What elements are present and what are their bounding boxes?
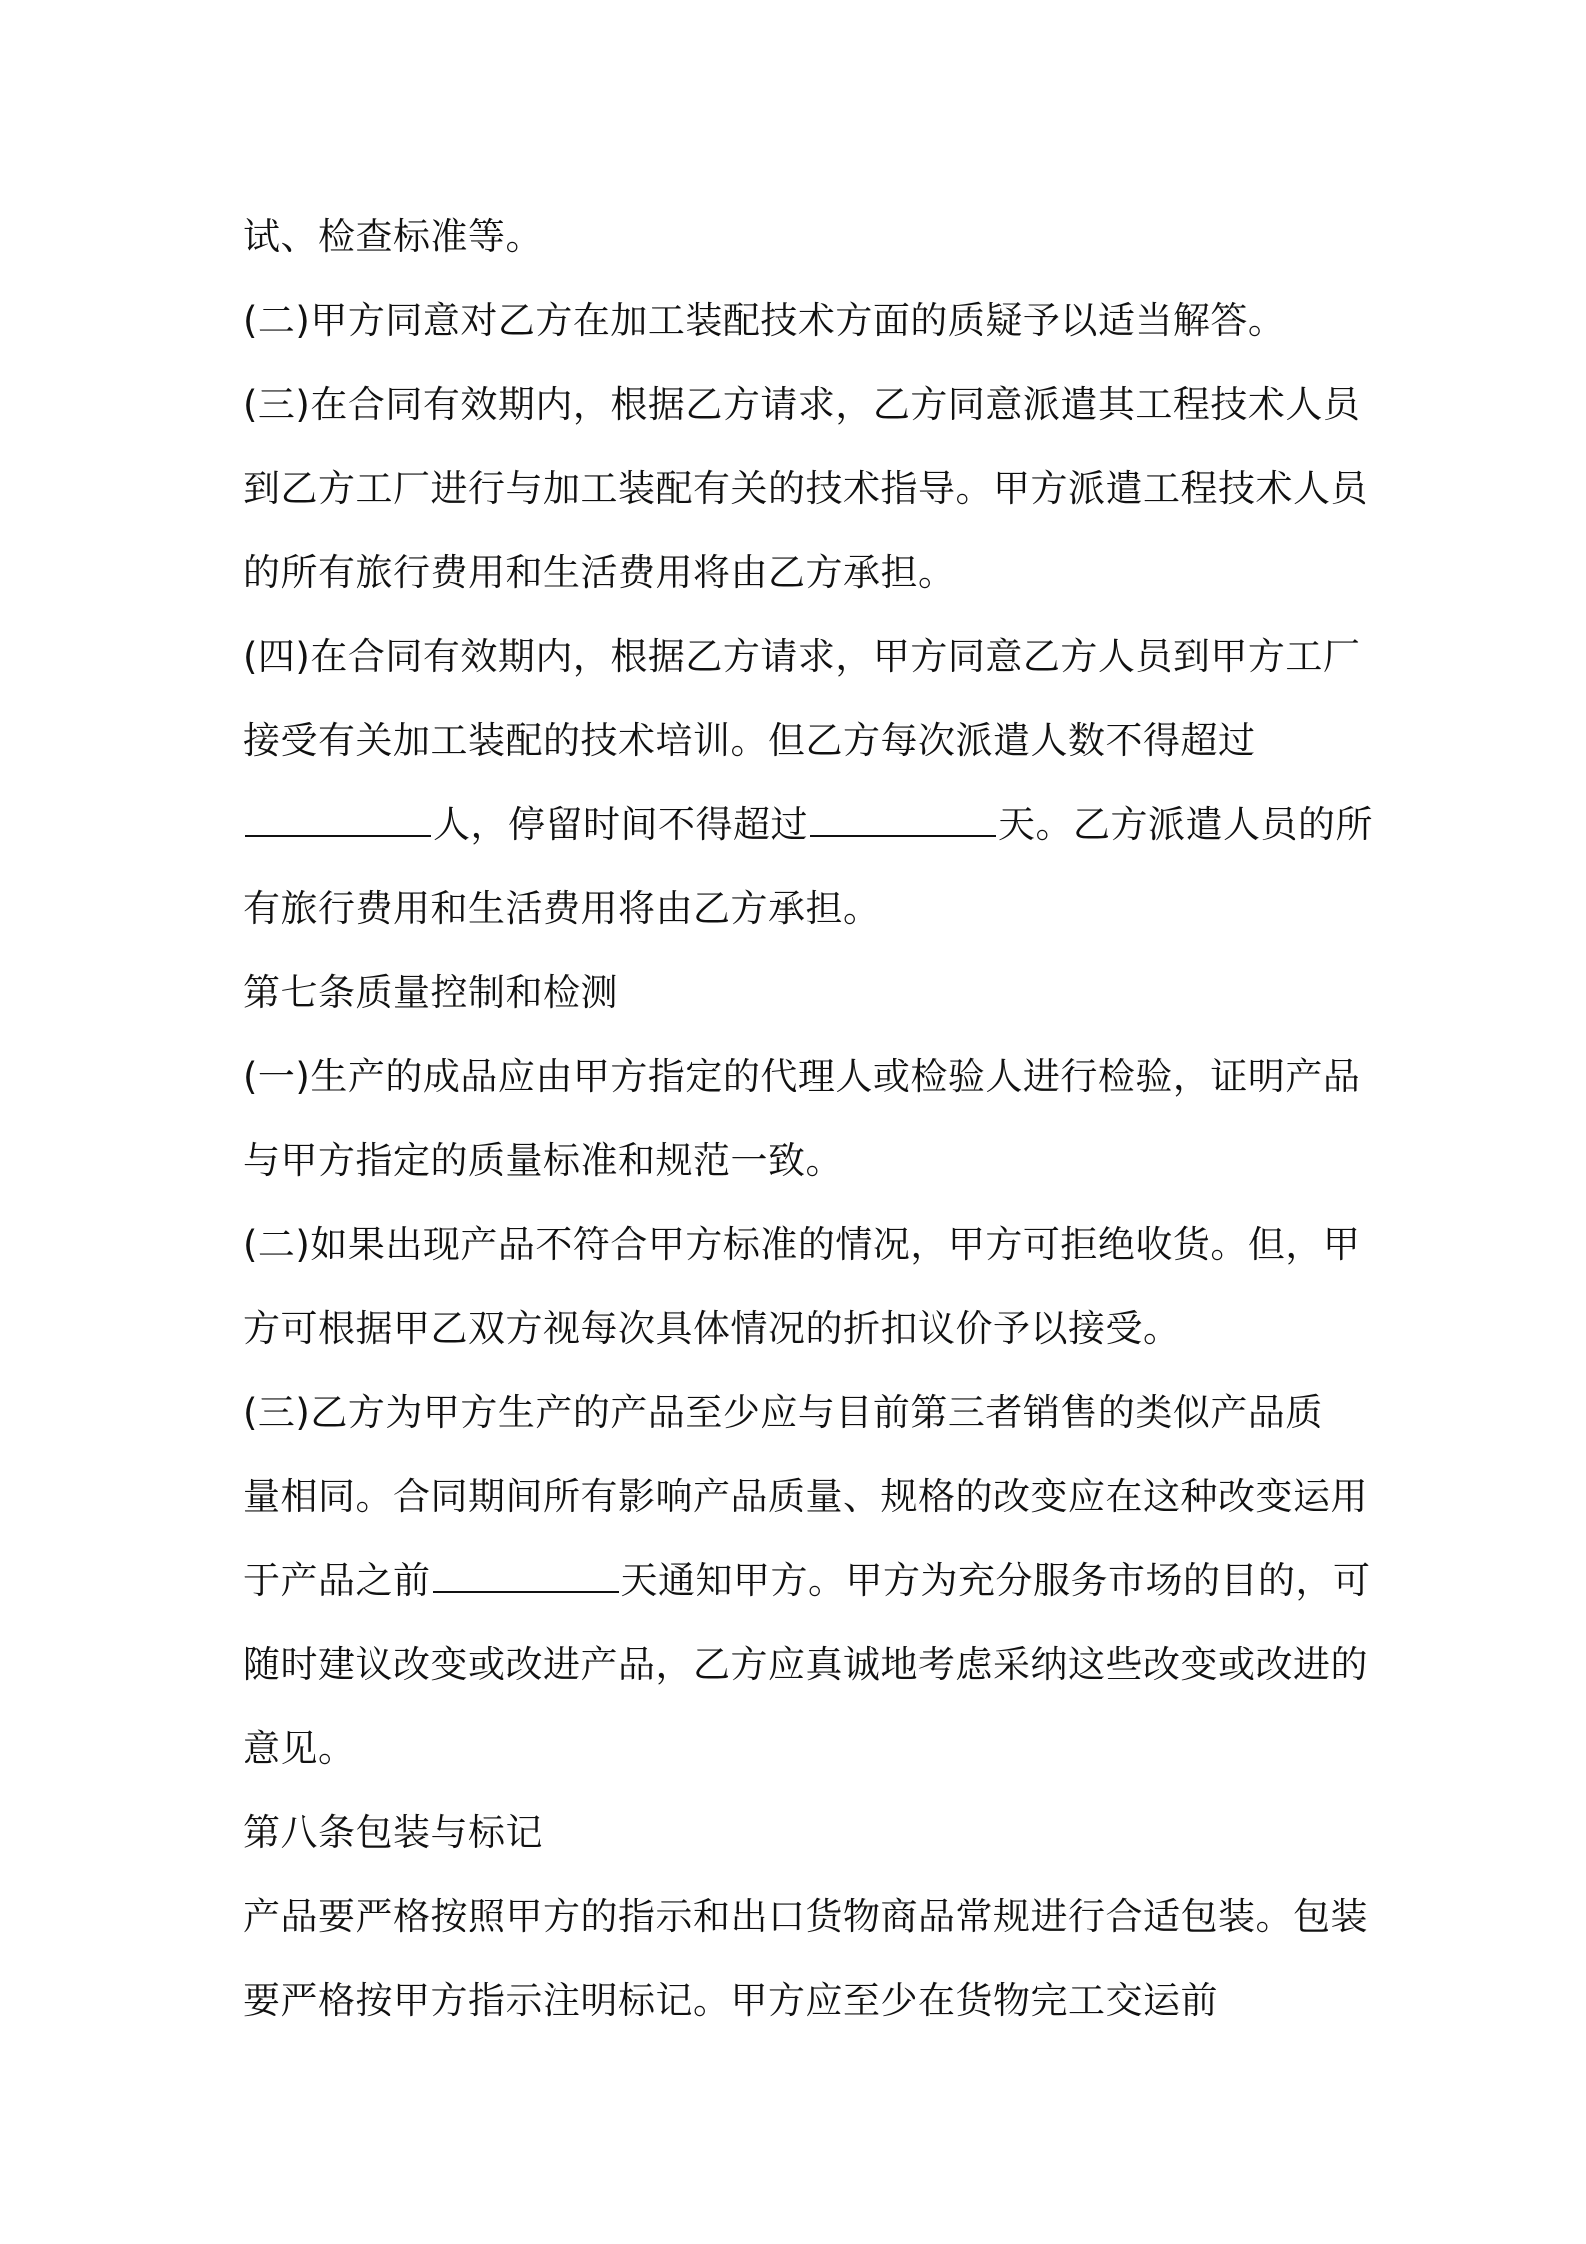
fill-in-blank[interactable] xyxy=(810,805,996,837)
text-line: 意见。 xyxy=(243,1727,356,1770)
text-line: 产品要严格按照甲方的指示和出口货物商品常规进行合适包装。包装 xyxy=(243,1895,1368,1938)
text-line: 接受有关加工装配的技术培训。但乙方每次派遣人数不得超过 xyxy=(243,719,1256,762)
text-line: 有旅行费用和生活费用将由乙方承担。 xyxy=(243,887,881,930)
text-line: 方可根据甲乙双方视每次具体情况的折扣议价予以接受。 xyxy=(243,1307,1181,1350)
section-heading: 第八条包装与标记 xyxy=(243,1811,543,1854)
text-line-with-blanks xyxy=(243,1539,1371,1623)
fill-in-blank[interactable] xyxy=(433,1561,619,1593)
text-line: 量相同。合同期间所有影响产品质量、规格的改变应在这种改变运用 xyxy=(243,1475,1368,1518)
text-line: 到乙方工厂进行与加工装配有关的技术指导。甲方派遣工程技术人员 xyxy=(243,467,1368,510)
text-line-with-blanks xyxy=(243,783,1373,867)
text-line: 试、检查标准等。 xyxy=(243,215,543,258)
document-body xyxy=(243,195,1373,2043)
fill-in-blank[interactable] xyxy=(245,805,431,837)
text-line: (三)乙方为甲方生产的产品至少应与目前第三者销售的类似产品质 xyxy=(243,1391,1323,1434)
section-heading: 第七条质量控制和检测 xyxy=(243,971,618,1014)
text-line: (二)甲方同意对乙方在加工装配技术方面的质疑予以适当解答。 xyxy=(243,299,1286,342)
text-line: 与甲方指定的质量标准和规范一致。 xyxy=(243,1139,843,1182)
text-segment: 天。乙方派遣人员的所 xyxy=(998,803,1373,846)
text-segment: 于产品之前 xyxy=(243,1559,431,1602)
text-line: 要严格按甲方指示注明标记。甲方应至少在货物完工交运前 xyxy=(243,1979,1218,2022)
text-segment: 人，停留时间不得超过 xyxy=(433,803,808,846)
text-segment: 天通知甲方。甲方为充分服务市场的目的，可 xyxy=(620,1559,1371,1602)
text-line: (一)生产的成品应由甲方指定的代理人或检验人进行检验，证明产品 xyxy=(243,1055,1361,1098)
text-line: 的所有旅行费用和生活费用将由乙方承担。 xyxy=(243,551,956,594)
text-line: 随时建议改变或改进产品，乙方应真诚地考虑采纳这些改变或改进的 xyxy=(243,1643,1368,1686)
text-line: (三)在合同有效期内，根据乙方请求，乙方同意派遣其工程技术人员 xyxy=(243,383,1361,426)
text-line: (二)如果出现产品不符合甲方标准的情况，甲方可拒绝收货。但，甲 xyxy=(243,1223,1361,1266)
text-line: (四)在合同有效期内，根据乙方请求，甲方同意乙方人员到甲方工厂 xyxy=(243,635,1361,678)
